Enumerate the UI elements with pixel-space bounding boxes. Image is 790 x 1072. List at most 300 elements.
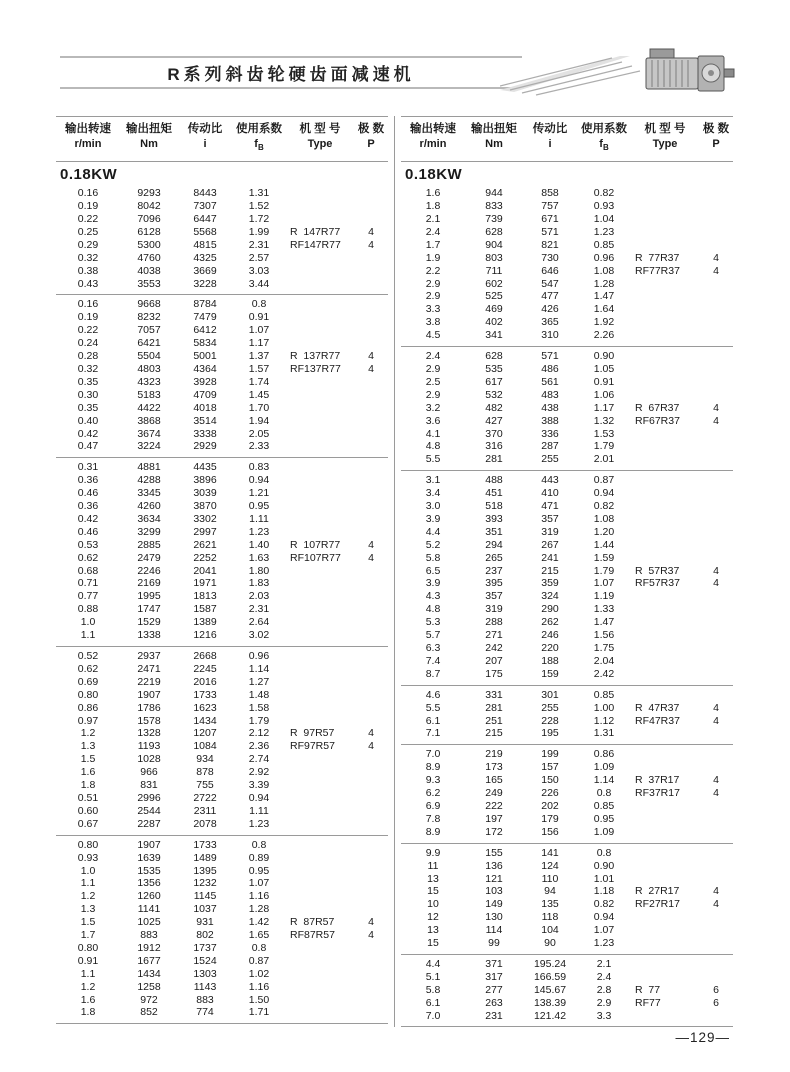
cell-poles bbox=[699, 748, 733, 761]
cell-torque: 4422 bbox=[137, 401, 161, 414]
cell-speed: 15 bbox=[427, 885, 439, 898]
cell-ratio: 1084 bbox=[193, 740, 217, 753]
cell-type bbox=[286, 663, 354, 676]
cell-ratio: 2245 bbox=[193, 662, 217, 675]
cell-ratio: 4325 bbox=[193, 251, 217, 264]
cell-torque: 833 bbox=[485, 200, 503, 213]
cell-fb: 0.85 bbox=[593, 238, 615, 251]
cell-ratio: 561 bbox=[541, 375, 559, 388]
cell-fb: 1.70 bbox=[248, 401, 270, 414]
cell-speed: 5.3 bbox=[425, 616, 441, 629]
cell-poles bbox=[354, 702, 388, 715]
cell-speed: 1.5 bbox=[80, 916, 96, 929]
cell-ratio: 443 bbox=[541, 474, 559, 487]
cell-ratio: 757 bbox=[541, 200, 559, 213]
cell-fb: 1.99 bbox=[248, 225, 270, 238]
cell-poles bbox=[699, 316, 733, 329]
table-row bbox=[401, 958, 733, 971]
cell-torque: 1747 bbox=[137, 603, 161, 616]
cell-torque: 3224 bbox=[137, 440, 161, 453]
cell-ratio: 290 bbox=[541, 603, 559, 616]
cell-torque: 451 bbox=[485, 487, 503, 500]
spec-tables bbox=[56, 116, 734, 1027]
cell-fb: 0.93 bbox=[593, 200, 615, 213]
cell-poles bbox=[354, 805, 388, 818]
cell-type bbox=[286, 415, 354, 428]
table-row bbox=[56, 929, 388, 942]
cell-poles: 4 bbox=[713, 701, 719, 714]
cell-ratio: 486 bbox=[541, 362, 559, 375]
cell-torque: 883 bbox=[140, 929, 158, 942]
cell-torque: 207 bbox=[485, 654, 503, 667]
cell-type bbox=[286, 994, 354, 1007]
cell-fb: 2.1 bbox=[596, 957, 612, 970]
cell-ratio: 241 bbox=[541, 551, 559, 564]
cell-type bbox=[286, 779, 354, 792]
cell-torque: 2996 bbox=[137, 791, 161, 804]
cell-type bbox=[631, 911, 699, 924]
cell-fb: 1.94 bbox=[248, 414, 270, 427]
table-row bbox=[401, 655, 733, 668]
table-row bbox=[401, 239, 733, 252]
cell-torque: 173 bbox=[485, 761, 503, 774]
table-row bbox=[56, 805, 388, 818]
output-speed-header: 输出转速 r/min bbox=[410, 123, 456, 150]
cell-speed: 3.4 bbox=[425, 487, 441, 500]
table-group bbox=[56, 647, 388, 836]
table-row bbox=[401, 389, 733, 402]
cell-type: R 77 bbox=[635, 983, 661, 996]
cell-poles bbox=[699, 187, 733, 200]
cell-torque: 4288 bbox=[137, 474, 161, 487]
cell-type bbox=[286, 616, 354, 629]
cell-ratio: 438 bbox=[541, 401, 559, 414]
table-row bbox=[56, 968, 388, 981]
cell-ratio: 3928 bbox=[193, 375, 217, 388]
cell-fb: 0.8 bbox=[251, 941, 267, 954]
cell-ratio: 1733 bbox=[193, 688, 217, 701]
cell-type bbox=[631, 278, 699, 291]
cell-type bbox=[631, 187, 699, 200]
cell-speed: 0.36 bbox=[77, 474, 99, 487]
cell-poles bbox=[699, 213, 733, 226]
cell-torque: 277 bbox=[485, 983, 503, 996]
cell-ratio: 1232 bbox=[193, 877, 217, 890]
cell-ratio: 310 bbox=[541, 329, 559, 342]
cell-torque: 103 bbox=[485, 885, 503, 898]
cell-poles bbox=[354, 981, 388, 994]
cell-poles bbox=[354, 590, 388, 603]
cell-speed: 4.1 bbox=[425, 427, 441, 440]
table-group bbox=[401, 844, 733, 955]
cell-torque: 357 bbox=[485, 590, 503, 603]
cell-torque: 2479 bbox=[137, 551, 161, 564]
cell-poles bbox=[699, 873, 733, 886]
cell-fb: 1.52 bbox=[248, 200, 270, 213]
table-row bbox=[401, 552, 733, 565]
cell-ratio: 1813 bbox=[193, 590, 217, 603]
cell-speed: 0.86 bbox=[77, 701, 99, 714]
cell-type: RF57R37 bbox=[635, 577, 680, 590]
cell-type bbox=[631, 629, 699, 642]
cell-ratio: 8784 bbox=[193, 298, 217, 311]
cell-speed: 0.35 bbox=[77, 401, 99, 414]
cell-torque: 341 bbox=[485, 329, 503, 342]
cell-torque: 2169 bbox=[137, 577, 161, 590]
cell-torque: 628 bbox=[485, 225, 503, 238]
table-row bbox=[56, 852, 388, 865]
cell-speed: 0.30 bbox=[77, 388, 99, 401]
cell-fb: 1.14 bbox=[593, 774, 615, 787]
cell-torque: 6128 bbox=[137, 225, 161, 238]
cell-fb: 1.16 bbox=[248, 980, 270, 993]
cell-speed: 3.9 bbox=[425, 577, 441, 590]
cell-type bbox=[286, 590, 354, 603]
cell-fb: 2.05 bbox=[248, 427, 270, 440]
cell-type: R 77R37 bbox=[635, 251, 680, 264]
cell-poles bbox=[354, 278, 388, 291]
cell-speed: 0.19 bbox=[77, 311, 99, 324]
cell-fb: 1.18 bbox=[593, 885, 615, 898]
cell-speed: 0.60 bbox=[77, 804, 99, 817]
cell-ratio: 1733 bbox=[193, 838, 217, 851]
cell-poles bbox=[354, 415, 388, 428]
cell-speed: 0.38 bbox=[77, 264, 99, 277]
cell-type bbox=[286, 565, 354, 578]
cell-speed: 4.3 bbox=[425, 590, 441, 603]
cell-ratio: 931 bbox=[196, 916, 214, 929]
cell-ratio: 255 bbox=[541, 453, 559, 466]
cell-fb: 1.06 bbox=[593, 388, 615, 401]
cell-speed: 2.2 bbox=[425, 264, 441, 277]
table-row bbox=[56, 461, 388, 474]
cell-speed: 0.80 bbox=[77, 941, 99, 954]
ratio-header: 传动比 i bbox=[532, 123, 568, 150]
cell-type bbox=[286, 389, 354, 402]
gearmotor-icon bbox=[646, 49, 734, 91]
cell-fb: 1.16 bbox=[248, 890, 270, 903]
cell-ratio: 1207 bbox=[193, 727, 217, 740]
cell-type bbox=[286, 402, 354, 415]
table-row bbox=[56, 324, 388, 337]
cell-poles: 4 bbox=[713, 251, 719, 264]
cell-torque: 7057 bbox=[137, 324, 161, 337]
cell-fb: 1.09 bbox=[593, 825, 615, 838]
table-row bbox=[401, 453, 733, 466]
cell-speed: 13 bbox=[427, 924, 439, 937]
cell-fb: 1.56 bbox=[593, 629, 615, 642]
cell-fb: 1.64 bbox=[593, 303, 615, 316]
table-row bbox=[56, 629, 388, 642]
cell-speed: 11 bbox=[427, 859, 439, 872]
cell-type bbox=[631, 655, 699, 668]
cell-torque: 165 bbox=[485, 774, 503, 787]
table-row bbox=[401, 363, 733, 376]
table-row bbox=[56, 792, 388, 805]
cell-type: R 67R37 bbox=[635, 401, 680, 414]
table-header-row bbox=[56, 116, 388, 162]
table-row bbox=[401, 911, 733, 924]
cell-type bbox=[631, 800, 699, 813]
cell-ratio: 118 bbox=[541, 911, 559, 924]
cell-type bbox=[631, 513, 699, 526]
cell-speed: 1.8 bbox=[425, 200, 441, 213]
cell-ratio: 2997 bbox=[193, 525, 217, 538]
cell-fb: 1.65 bbox=[248, 929, 270, 942]
cell-torque: 469 bbox=[485, 303, 503, 316]
cell-type bbox=[286, 955, 354, 968]
cell-type bbox=[286, 805, 354, 818]
cell-poles bbox=[699, 590, 733, 603]
cell-poles bbox=[354, 792, 388, 805]
table-row bbox=[56, 252, 388, 265]
cell-type: RF77 bbox=[635, 996, 661, 1009]
table-row bbox=[56, 818, 388, 831]
cell-torque: 231 bbox=[485, 1009, 503, 1022]
cell-fb: 1.50 bbox=[248, 993, 270, 1006]
cell-fb: 2.33 bbox=[248, 440, 270, 453]
cell-fb: 1.23 bbox=[593, 937, 615, 950]
cell-speed: 0.71 bbox=[77, 577, 99, 590]
cell-torque: 1193 bbox=[137, 740, 161, 753]
cell-speed: 8.9 bbox=[425, 761, 441, 774]
cell-type bbox=[286, 311, 354, 324]
column-divider bbox=[394, 116, 395, 1027]
cell-poles bbox=[354, 298, 388, 311]
cell-ratio: 2668 bbox=[193, 650, 217, 662]
cell-type bbox=[286, 865, 354, 878]
cell-poles: 4 bbox=[368, 225, 374, 238]
cell-poles bbox=[354, 603, 388, 616]
cell-speed: 0.69 bbox=[77, 675, 99, 688]
cell-torque: 518 bbox=[485, 500, 503, 513]
cell-fb: 1.79 bbox=[593, 440, 615, 453]
cell-torque: 1907 bbox=[137, 838, 161, 851]
cell-poles bbox=[354, 500, 388, 513]
output-speed-header: 输出转速 r/min bbox=[65, 123, 111, 150]
cell-torque: 263 bbox=[485, 996, 503, 1009]
cell-ratio: 3669 bbox=[193, 264, 217, 277]
table-row bbox=[56, 865, 388, 878]
cell-torque: 1356 bbox=[137, 877, 161, 890]
cell-ratio: 5834 bbox=[193, 337, 217, 350]
cell-speed: 3.6 bbox=[425, 414, 441, 427]
cell-poles bbox=[699, 303, 733, 316]
table-left bbox=[56, 116, 388, 1027]
cell-type bbox=[286, 629, 354, 642]
cell-fb: 1.48 bbox=[248, 688, 270, 701]
table-row bbox=[56, 916, 388, 929]
table-row bbox=[56, 779, 388, 792]
cell-poles: 4 bbox=[713, 885, 719, 898]
cell-type bbox=[631, 200, 699, 213]
cell-speed: 6.3 bbox=[425, 642, 441, 654]
cell-torque: 852 bbox=[140, 1006, 158, 1019]
cell-ratio: 202 bbox=[541, 799, 559, 812]
cell-speed: 0.80 bbox=[77, 688, 99, 701]
cell-fb: 3.03 bbox=[248, 264, 270, 277]
cell-speed: 1.7 bbox=[80, 929, 96, 942]
cell-ratio: 145.67 bbox=[533, 983, 567, 996]
cell-poles bbox=[354, 577, 388, 590]
cell-poles bbox=[699, 363, 733, 376]
cell-torque: 1639 bbox=[137, 851, 161, 864]
cell-speed: 13 bbox=[427, 872, 439, 885]
cell-type bbox=[286, 461, 354, 474]
cell-type bbox=[286, 440, 354, 453]
cell-torque: 1141 bbox=[137, 903, 161, 916]
poles-header: 极 数 P bbox=[357, 123, 385, 150]
cell-ratio: 1489 bbox=[193, 851, 217, 864]
cell-fb: 0.95 bbox=[248, 864, 270, 877]
cell-speed: 0.47 bbox=[77, 440, 99, 453]
cell-poles bbox=[354, 474, 388, 487]
cell-fb: 0.85 bbox=[593, 799, 615, 812]
cell-type bbox=[286, 839, 354, 852]
cell-poles bbox=[354, 650, 388, 663]
cell-fb: 0.94 bbox=[593, 911, 615, 924]
cell-fb: 1.47 bbox=[593, 616, 615, 629]
cell-fb: 0.82 bbox=[593, 187, 615, 200]
power-label: 0.18KW bbox=[405, 166, 463, 184]
cell-fb: 0.85 bbox=[593, 688, 615, 701]
table-row bbox=[56, 539, 388, 552]
cell-type bbox=[631, 958, 699, 971]
table-row bbox=[401, 213, 733, 226]
table-row bbox=[56, 955, 388, 968]
cell-ratio: 1216 bbox=[193, 629, 217, 642]
cell-fb: 1.07 bbox=[248, 324, 270, 337]
cell-fb: 0.86 bbox=[593, 748, 615, 761]
cell-poles bbox=[354, 200, 388, 213]
cell-speed: 2.9 bbox=[425, 277, 441, 290]
table-row bbox=[401, 565, 733, 578]
cell-ratio: 262 bbox=[541, 616, 559, 629]
table-row bbox=[56, 526, 388, 539]
table-row bbox=[56, 603, 388, 616]
cell-torque: 288 bbox=[485, 616, 503, 629]
table-row bbox=[56, 663, 388, 676]
cell-poles: 4 bbox=[713, 577, 719, 590]
cell-ratio: 2722 bbox=[193, 791, 217, 804]
cell-type bbox=[286, 213, 354, 226]
cell-torque: 1535 bbox=[137, 864, 161, 877]
cell-fb: 2.57 bbox=[248, 251, 270, 264]
cell-speed: 3.8 bbox=[425, 316, 441, 329]
table-row bbox=[56, 753, 388, 766]
cell-torque: 1258 bbox=[137, 980, 161, 993]
table-header-row bbox=[401, 116, 733, 162]
cell-type bbox=[631, 350, 699, 363]
cell-speed: 0.53 bbox=[77, 538, 99, 551]
cell-ratio: 571 bbox=[541, 225, 559, 238]
cell-torque: 130 bbox=[485, 911, 503, 924]
cell-poles bbox=[354, 994, 388, 1007]
cell-ratio: 802 bbox=[196, 929, 214, 942]
table-group bbox=[56, 184, 388, 295]
cell-speed: 1.0 bbox=[80, 864, 96, 877]
cell-ratio: 388 bbox=[541, 414, 559, 427]
cell-speed: 0.77 bbox=[77, 590, 99, 603]
cell-speed: 0.46 bbox=[77, 525, 99, 538]
cell-torque: 8232 bbox=[137, 311, 161, 324]
cell-ratio: 1143 bbox=[193, 980, 217, 993]
cell-fb: 0.87 bbox=[593, 474, 615, 487]
page-title: R系列斜齿轮硬齿面减速机 bbox=[167, 65, 415, 84]
cell-type bbox=[286, 702, 354, 715]
cell-poles bbox=[699, 924, 733, 937]
table-row bbox=[401, 500, 733, 513]
cell-ratio: 1524 bbox=[193, 954, 217, 967]
table-row bbox=[401, 303, 733, 316]
cell-type bbox=[286, 1006, 354, 1019]
cell-torque: 1578 bbox=[137, 714, 161, 727]
table-row bbox=[56, 311, 388, 324]
cell-fb: 0.90 bbox=[593, 350, 615, 363]
cell-type bbox=[631, 616, 699, 629]
cell-speed: 4.8 bbox=[425, 440, 441, 453]
table-row bbox=[401, 376, 733, 389]
output-torque-header: 输出扭矩 Nm bbox=[471, 123, 517, 150]
cell-type bbox=[631, 971, 699, 984]
cell-ratio: 357 bbox=[541, 512, 559, 525]
cell-torque: 265 bbox=[485, 551, 503, 564]
table-row bbox=[401, 800, 733, 813]
cell-type: RF67R37 bbox=[635, 414, 680, 427]
cell-speed: 6.1 bbox=[425, 714, 441, 727]
cell-type bbox=[286, 500, 354, 513]
cell-ratio: 571 bbox=[541, 350, 559, 363]
cell-speed: 0.43 bbox=[77, 277, 99, 290]
cell-fb: 2.64 bbox=[248, 616, 270, 629]
cell-fb: 0.95 bbox=[248, 500, 270, 513]
cell-type bbox=[631, 552, 699, 565]
cell-fb: 1.08 bbox=[593, 264, 615, 277]
cell-poles bbox=[699, 239, 733, 252]
cell-speed: 7.4 bbox=[425, 654, 441, 667]
cell-ratio: 426 bbox=[541, 303, 559, 316]
table-row bbox=[401, 727, 733, 740]
cell-fb: 0.96 bbox=[248, 650, 270, 662]
cell-poles bbox=[354, 389, 388, 402]
cell-torque: 803 bbox=[485, 251, 503, 264]
cell-torque: 2246 bbox=[137, 564, 161, 577]
table-row bbox=[401, 689, 733, 702]
cell-poles bbox=[699, 200, 733, 213]
cell-speed: 5.8 bbox=[425, 551, 441, 564]
cell-speed: 1.1 bbox=[80, 629, 96, 642]
cell-poles bbox=[354, 252, 388, 265]
cell-type bbox=[286, 603, 354, 616]
cell-torque: 4323 bbox=[137, 375, 161, 388]
cell-speed: 0.68 bbox=[77, 564, 99, 577]
table-row bbox=[401, 329, 733, 342]
table-row bbox=[56, 226, 388, 239]
cell-torque: 222 bbox=[485, 799, 503, 812]
cell-ratio: 1145 bbox=[193, 890, 217, 903]
cell-speed: 3.2 bbox=[425, 401, 441, 414]
cell-type bbox=[286, 337, 354, 350]
cell-torque: 331 bbox=[485, 688, 503, 701]
cell-poles: 6 bbox=[713, 996, 719, 1009]
table-row bbox=[401, 629, 733, 642]
cell-fb: 1.42 bbox=[248, 916, 270, 929]
cell-torque: 3299 bbox=[137, 525, 161, 538]
cell-poles bbox=[699, 826, 733, 839]
table-row bbox=[401, 715, 733, 728]
table-row bbox=[401, 924, 733, 937]
cell-type bbox=[286, 265, 354, 278]
